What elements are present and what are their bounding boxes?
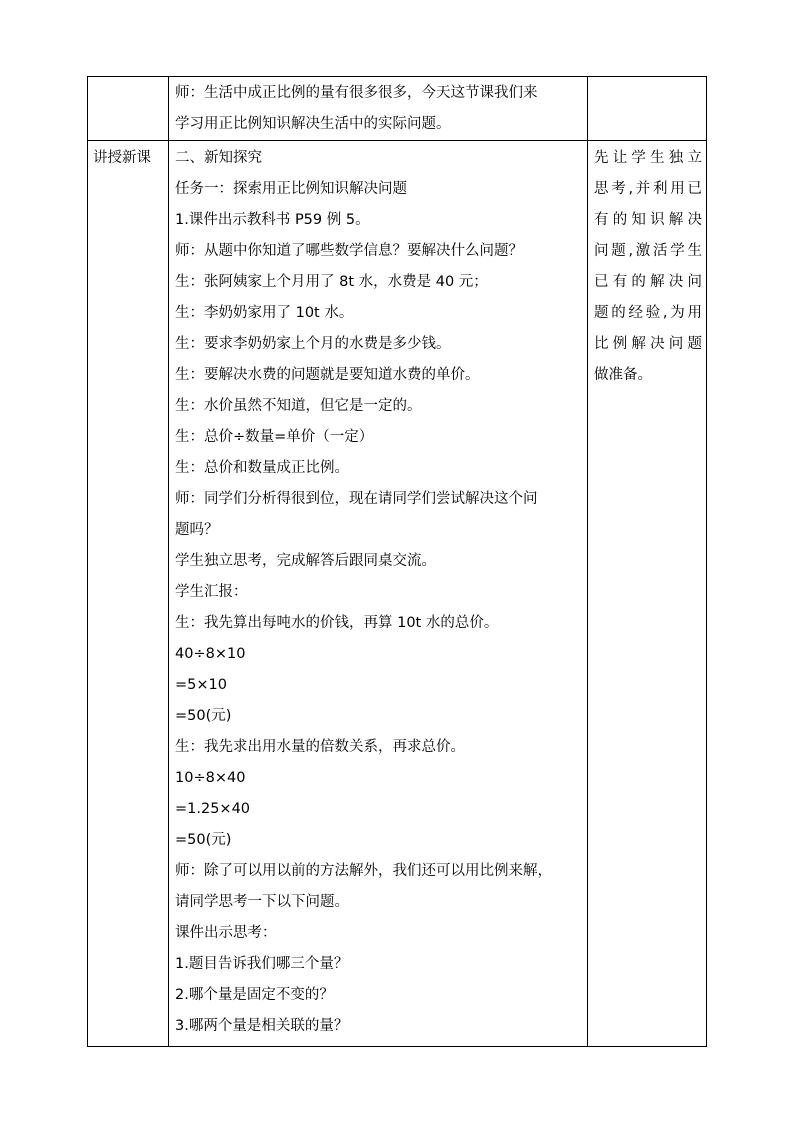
table-row-intro (88, 77, 707, 141)
note-cell (588, 77, 707, 141)
note-line: 已有的解决问 (594, 274, 702, 290)
note-line: 思考,并利用已 (594, 181, 702, 197)
text-line: 40÷8×10 (175, 646, 246, 662)
design-note (588, 141, 706, 391)
text-line: 生：我先求出用水量的倍数关系，再求总价。 (175, 739, 465, 755)
content-lines (169, 141, 587, 1042)
text-line: 师：从题中你知道了哪些数学信息？要解决什么问题？ (175, 243, 523, 259)
text-line: 师：除了可以用以前的方法解外，我们还可以用比例来解， (175, 863, 552, 879)
text-line: 1.课件出示教科书 P59 例 5。 (175, 212, 370, 228)
section-label: 讲授新课 (93, 150, 151, 166)
note-text (588, 77, 706, 79)
text-line: 生：李奶奶家用了 10t 水。 (175, 305, 354, 321)
text-line: =5×10 (175, 677, 227, 693)
text-line: 生：要求李奶奶家上个月的水费是多少钱。 (175, 336, 451, 352)
text-line: 生：总价和数量成正比例。 (175, 460, 349, 476)
text-line: 课件出示思考： (175, 925, 277, 941)
text-line: 任务一：探索用正比例知识解决问题 (175, 181, 407, 197)
text-line: 学习用正比例知识解决生活中的实际问题。 (175, 116, 451, 132)
text-line: 生：总价÷数量=单价（一定） (175, 429, 374, 445)
note-line: 问题,激活学生 (594, 243, 702, 259)
section-label-cell (88, 141, 169, 1047)
text-line: 请同学思考一下以下问题。 (175, 894, 349, 910)
text-line: 生：要解决水费的问题就是要知道水费的单价。 (175, 367, 480, 383)
text-line: 学生汇报： (175, 584, 248, 600)
note-line: 做准备。 (594, 367, 652, 383)
text-line: =50(元) (175, 708, 232, 724)
text-line: 生：张阿姨家上个月用了 8t 水，水费是 40 元； (175, 274, 488, 290)
text-line: 1.题目告诉我们哪三个量？ (175, 956, 349, 972)
text-line: 生：我先算出每吨水的价钱，再算 10t 水的总价。 (175, 615, 499, 631)
note-line: 比例解决问题 (594, 336, 702, 352)
text-line: 题吗？ (175, 522, 219, 538)
section-label-cell (88, 77, 169, 141)
text-line: 学生独立思考，完成解答后跟同桌交流。 (175, 553, 436, 569)
note-line: 有的知识解决 (594, 212, 702, 228)
text-line: 师：生活中成正比例的量有很多很多，今天这节课我们来 (175, 85, 538, 101)
note-line: 先让学生独立 (594, 150, 702, 166)
text-line: 2.哪个量是固定不变的？ (175, 987, 334, 1003)
content-lines (169, 77, 587, 140)
section-label (88, 77, 168, 79)
text-line: 二、新知探究 (175, 150, 262, 166)
content-cell (169, 77, 588, 141)
text-line: 生：水价虽然不知道，但它是一定的。 (175, 398, 422, 414)
table-row-main (88, 141, 707, 1047)
text-line: 10÷8×40 (175, 770, 246, 786)
text-line: 师：同学们分析得很到位，现在请同学们尝试解决这个问 (175, 491, 538, 507)
note-line: 题的经验,为用 (594, 305, 702, 321)
lesson-plan-table (87, 76, 707, 1047)
text-line: 3.哪两个量是相关联的量？ (175, 1018, 349, 1034)
note-cell (588, 141, 707, 1047)
content-cell (169, 141, 588, 1047)
text-line: =50(元) (175, 832, 232, 848)
text-line: =1.25×40 (175, 801, 251, 817)
